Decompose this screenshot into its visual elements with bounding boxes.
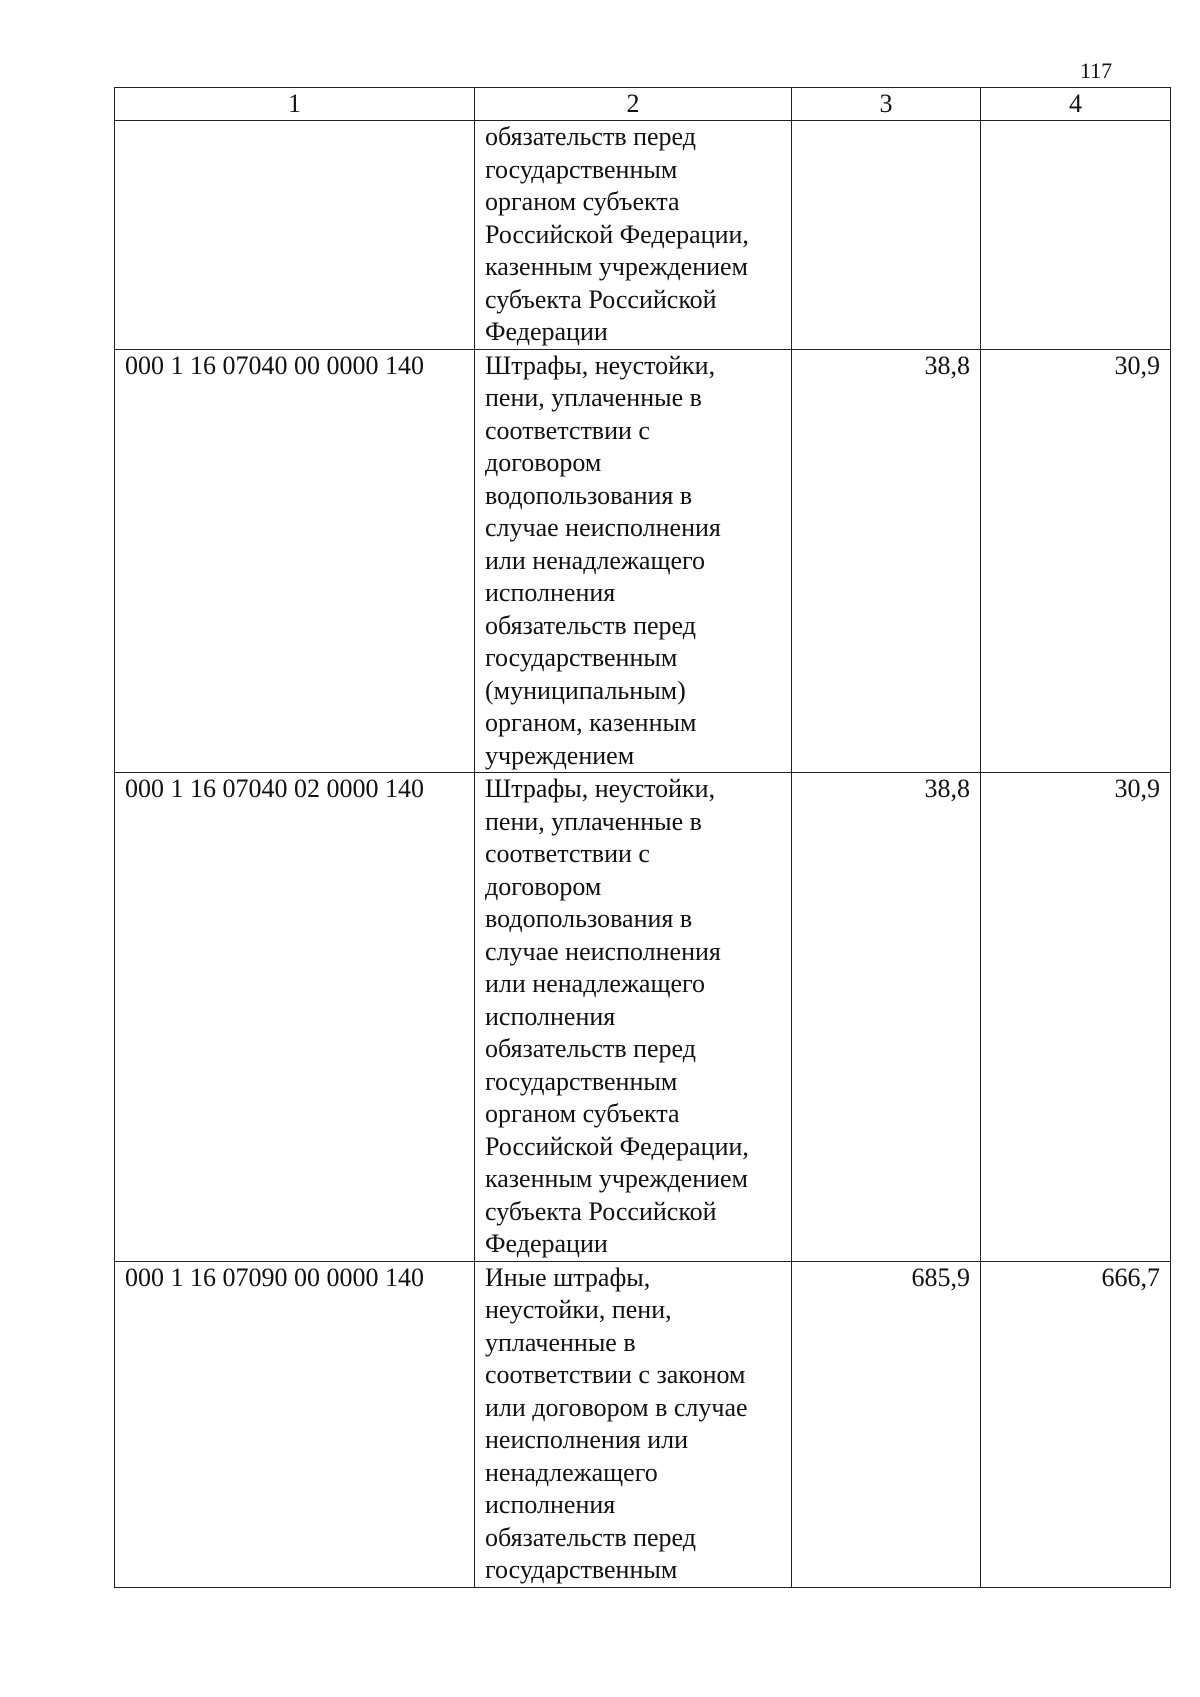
description-line: Федерации <box>485 1229 608 1258</box>
value-cell-col4: 666,7 <box>981 1261 1171 1587</box>
value-cell-col4: 30,9 <box>981 349 1171 773</box>
description-line: исполнения <box>485 1490 616 1519</box>
value-cell-col3: 38,8 <box>792 349 981 773</box>
column-header-3: 3 <box>792 88 981 121</box>
code-cell: 000 1 16 07090 00 0000 140 <box>115 1261 475 1587</box>
description-line: исполнения <box>485 1001 616 1031</box>
description-cell <box>475 1261 792 1587</box>
description-line: случае неисполнения <box>485 513 721 542</box>
description-line: органом субъекта <box>485 1099 680 1128</box>
description-line: неустойки, пени, <box>485 1295 672 1324</box>
description-line: случае неисполнения <box>485 936 721 966</box>
description-line: водопользования в <box>485 480 693 510</box>
page-number: 117 <box>1080 58 1113 83</box>
code-cell: 000 1 16 07040 02 0000 140 <box>115 773 475 1262</box>
description-line: договором <box>485 448 602 477</box>
description-line: или договором в случае <box>485 1392 748 1422</box>
description-line: (муниципальным) <box>485 675 686 705</box>
description-line: обязательств перед <box>485 1034 696 1063</box>
table-row <box>115 121 1171 350</box>
description-line: казенным учреждением <box>485 1164 749 1193</box>
description-line: ненадлежащего <box>485 1457 658 1487</box>
table-row <box>115 773 1171 1262</box>
description-line: соответствии с <box>485 415 650 445</box>
description-line: казенным учреждением <box>485 252 749 281</box>
description-line: пени, уплаченные в <box>485 806 702 836</box>
description-line: субъекта Российской <box>485 284 717 314</box>
description-line: Российской Федерации, <box>485 1131 749 1161</box>
description-line: водопользования в <box>485 904 693 933</box>
description-line: Иные штрафы, <box>485 1262 651 1292</box>
description-line: обязательств перед <box>485 122 696 151</box>
column-header-1: 1 <box>115 88 475 121</box>
description-cell <box>475 349 792 773</box>
value-cell-col3: 38,8 <box>792 773 981 1262</box>
description-line: государственным <box>485 1555 678 1584</box>
description-cell <box>475 121 792 350</box>
description-line: субъекта Российской <box>485 1196 717 1226</box>
table-row <box>115 349 1171 773</box>
value-cell-col3 <box>792 121 981 350</box>
description-line: Российской Федерации, <box>485 219 749 249</box>
description-line: учреждением <box>485 740 635 770</box>
code-cell <box>115 121 475 350</box>
description-line: государственным <box>485 1066 678 1096</box>
description-line: пени, уплаченные в <box>485 383 702 412</box>
budget-table <box>114 87 1171 1588</box>
description-line: органом, казенным <box>485 708 697 737</box>
column-header-2: 2 <box>475 88 792 121</box>
code-cell: 000 1 16 07040 00 0000 140 <box>115 349 475 773</box>
description-line: Штрафы, неустойки, <box>485 774 716 803</box>
description-line: соответствии с законом <box>485 1360 746 1389</box>
description-line: Федерации <box>485 317 608 346</box>
description-line: неисполнения или <box>485 1425 688 1454</box>
description-line: договором <box>485 871 602 901</box>
description-line: органом субъекта <box>485 187 680 216</box>
header-row <box>115 88 1171 121</box>
description-line: или ненадлежащего <box>485 545 706 575</box>
value-cell-col4 <box>981 121 1171 350</box>
description-line: исполнения <box>485 578 616 607</box>
description-line: обязательств перед <box>485 610 696 640</box>
description-line: государственным <box>485 643 678 672</box>
description-line: уплаченные в <box>485 1327 636 1357</box>
table-row <box>115 1261 1171 1587</box>
description-line: соответствии с <box>485 839 650 868</box>
description-line: обязательств перед <box>485 1522 696 1552</box>
description-line: или ненадлежащего <box>485 969 706 998</box>
description-cell <box>475 773 792 1262</box>
column-header-4: 4 <box>981 88 1171 121</box>
description-line: Штрафы, неустойки, <box>485 350 716 380</box>
value-cell-col3: 685,9 <box>792 1261 981 1587</box>
description-line: государственным <box>485 154 678 184</box>
value-cell-col4: 30,9 <box>981 773 1171 1262</box>
